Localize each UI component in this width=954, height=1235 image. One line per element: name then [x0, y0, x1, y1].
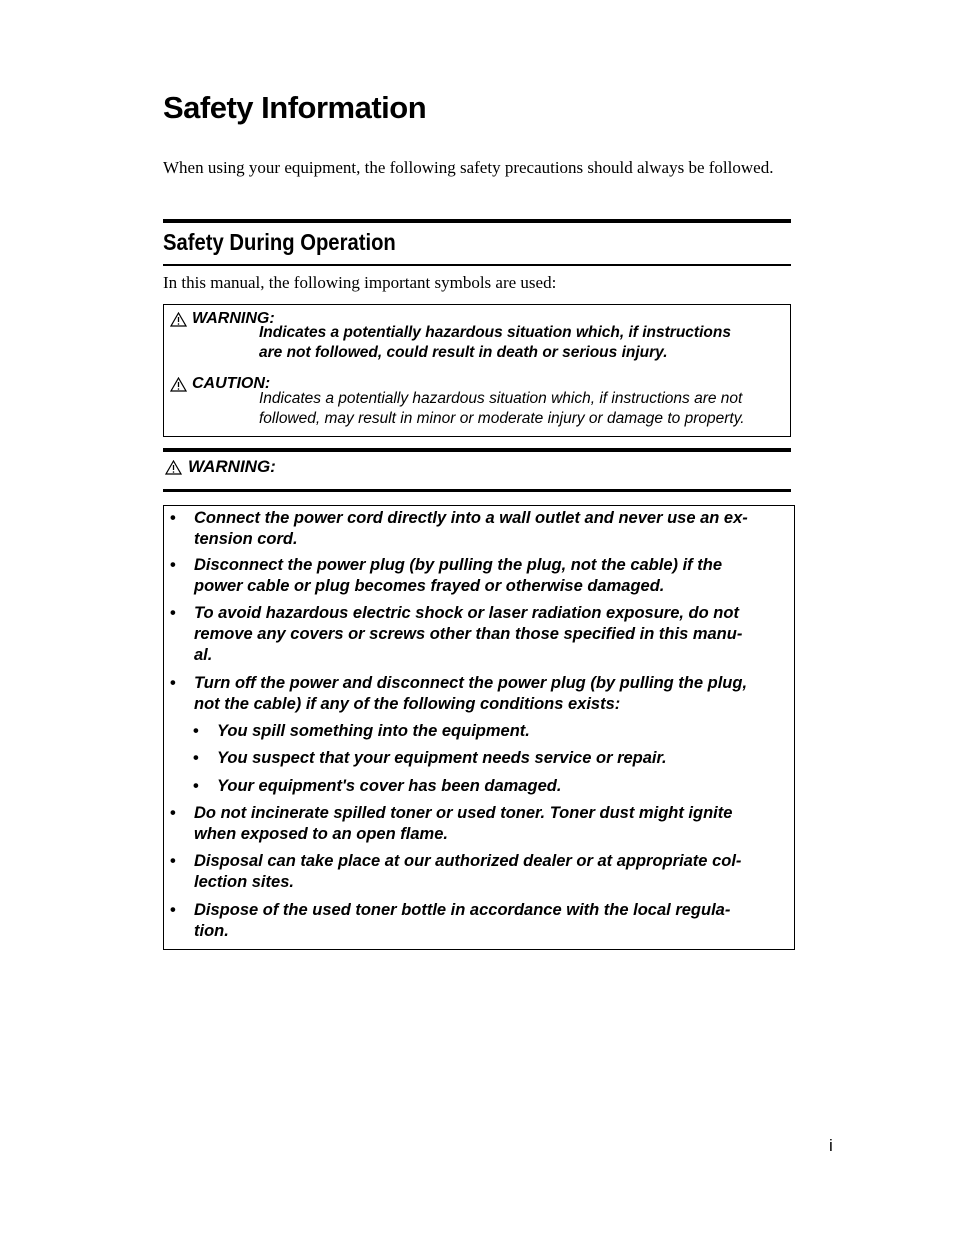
caution-desc-line: followed, may result in minor or moderate injury or damage to property. [259, 410, 745, 427]
warning-sub-item [193, 721, 787, 742]
warning-heading [165, 457, 276, 477]
warning-item-line: tion. [194, 922, 229, 940]
bullet: • [170, 674, 176, 692]
bullet: • [170, 804, 176, 822]
bullet: • [193, 749, 199, 767]
warning-item [170, 803, 789, 845]
section-rule-bottom [163, 264, 791, 266]
warning-sub-item-text: Your equipment's cover has been damaged. [217, 777, 562, 795]
caution-symbol-description [259, 389, 779, 429]
warning-item [170, 508, 789, 550]
bullet: • [170, 509, 176, 527]
caution-desc-line: Indicates a potentially hazardous situation which, if instructions are not [259, 390, 743, 407]
bullet: • [170, 852, 176, 870]
caution-triangle-icon [170, 377, 187, 392]
warning-item [170, 555, 789, 597]
warning-item-line: when exposed to an open flame. [194, 825, 448, 843]
symbols-intro: In this manual, the following important symbols are used: [163, 273, 557, 292]
bullet: • [170, 556, 176, 574]
symbol-legend-box [163, 304, 791, 437]
bullet: • [193, 777, 199, 795]
warning-item [170, 851, 789, 893]
warning-symbol-label: WARNING: [192, 310, 275, 327]
warning-item-line: power cable or plug becomes frayed or otherwise damaged. [194, 577, 665, 595]
warning-item-line: Dispose of the used toner bottle in accordance with the local regula- [194, 901, 731, 919]
warning-item-line: Connect the power cord directly into a wall outlet and never use an ex- [194, 509, 748, 527]
warning-sub-item-text: You suspect that your equipment needs service or repair. [217, 749, 667, 767]
intro-paragraph: When using your equipment, the following safety precautions should always be followed. [163, 158, 774, 177]
warning-heading-label: WARNING: [188, 457, 276, 476]
warning-desc-line: are not followed, could result in death or serious injury. [259, 344, 668, 361]
warning-rule-bottom [163, 489, 791, 492]
warning-item [170, 900, 789, 942]
warning-item-line: To avoid hazardous electric shock or laser radiation exposure, do not [194, 604, 739, 622]
warning-item-line: Disposal can take place at our authorized dealer or at appropriate col- [194, 852, 742, 870]
warning-item [170, 603, 789, 666]
warning-item-line: remove any covers or screws other than those specified in this manu- [194, 625, 743, 643]
warning-desc-line: Indicates a potentially hazardous situation which, if instructions [259, 324, 731, 341]
warning-sub-item [193, 776, 787, 797]
warning-symbol-description [259, 323, 779, 363]
warning-triangle-icon [165, 460, 182, 475]
page-number: i [829, 1136, 833, 1155]
bullet: • [170, 901, 176, 919]
warning-item [170, 673, 789, 715]
bullet: • [170, 604, 176, 622]
caution-symbol-label: CAUTION: [192, 375, 271, 392]
warning-list-box [163, 505, 795, 950]
warning-item-line: Do not incinerate spilled toner or used toner. Toner dust might ignite [194, 804, 733, 822]
warning-item-line: Turn off the power and disconnect the power plug (by pulling the plug, [194, 674, 748, 692]
section-title: Safety During Operation [163, 229, 396, 255]
warning-item-line: al. [194, 646, 213, 664]
warning-item-line: Disconnect the power plug (by pulling the plug, not the cable) if the [194, 556, 722, 574]
warning-sub-item-text: You spill something into the equipment. [217, 722, 530, 740]
warning-item-line: tension cord. [194, 530, 298, 548]
caution-symbol-heading [170, 375, 270, 393]
bullet: • [193, 722, 199, 740]
warning-item-line: lection sites. [194, 873, 294, 891]
warning-item-line: not the cable) if any of the following conditions exists: [194, 695, 621, 713]
section-rule-top [163, 219, 791, 223]
warning-sub-item [193, 748, 787, 769]
warning-triangle-icon [170, 312, 187, 327]
warning-rule-top [163, 448, 791, 452]
page-title: Safety Information [163, 90, 427, 125]
